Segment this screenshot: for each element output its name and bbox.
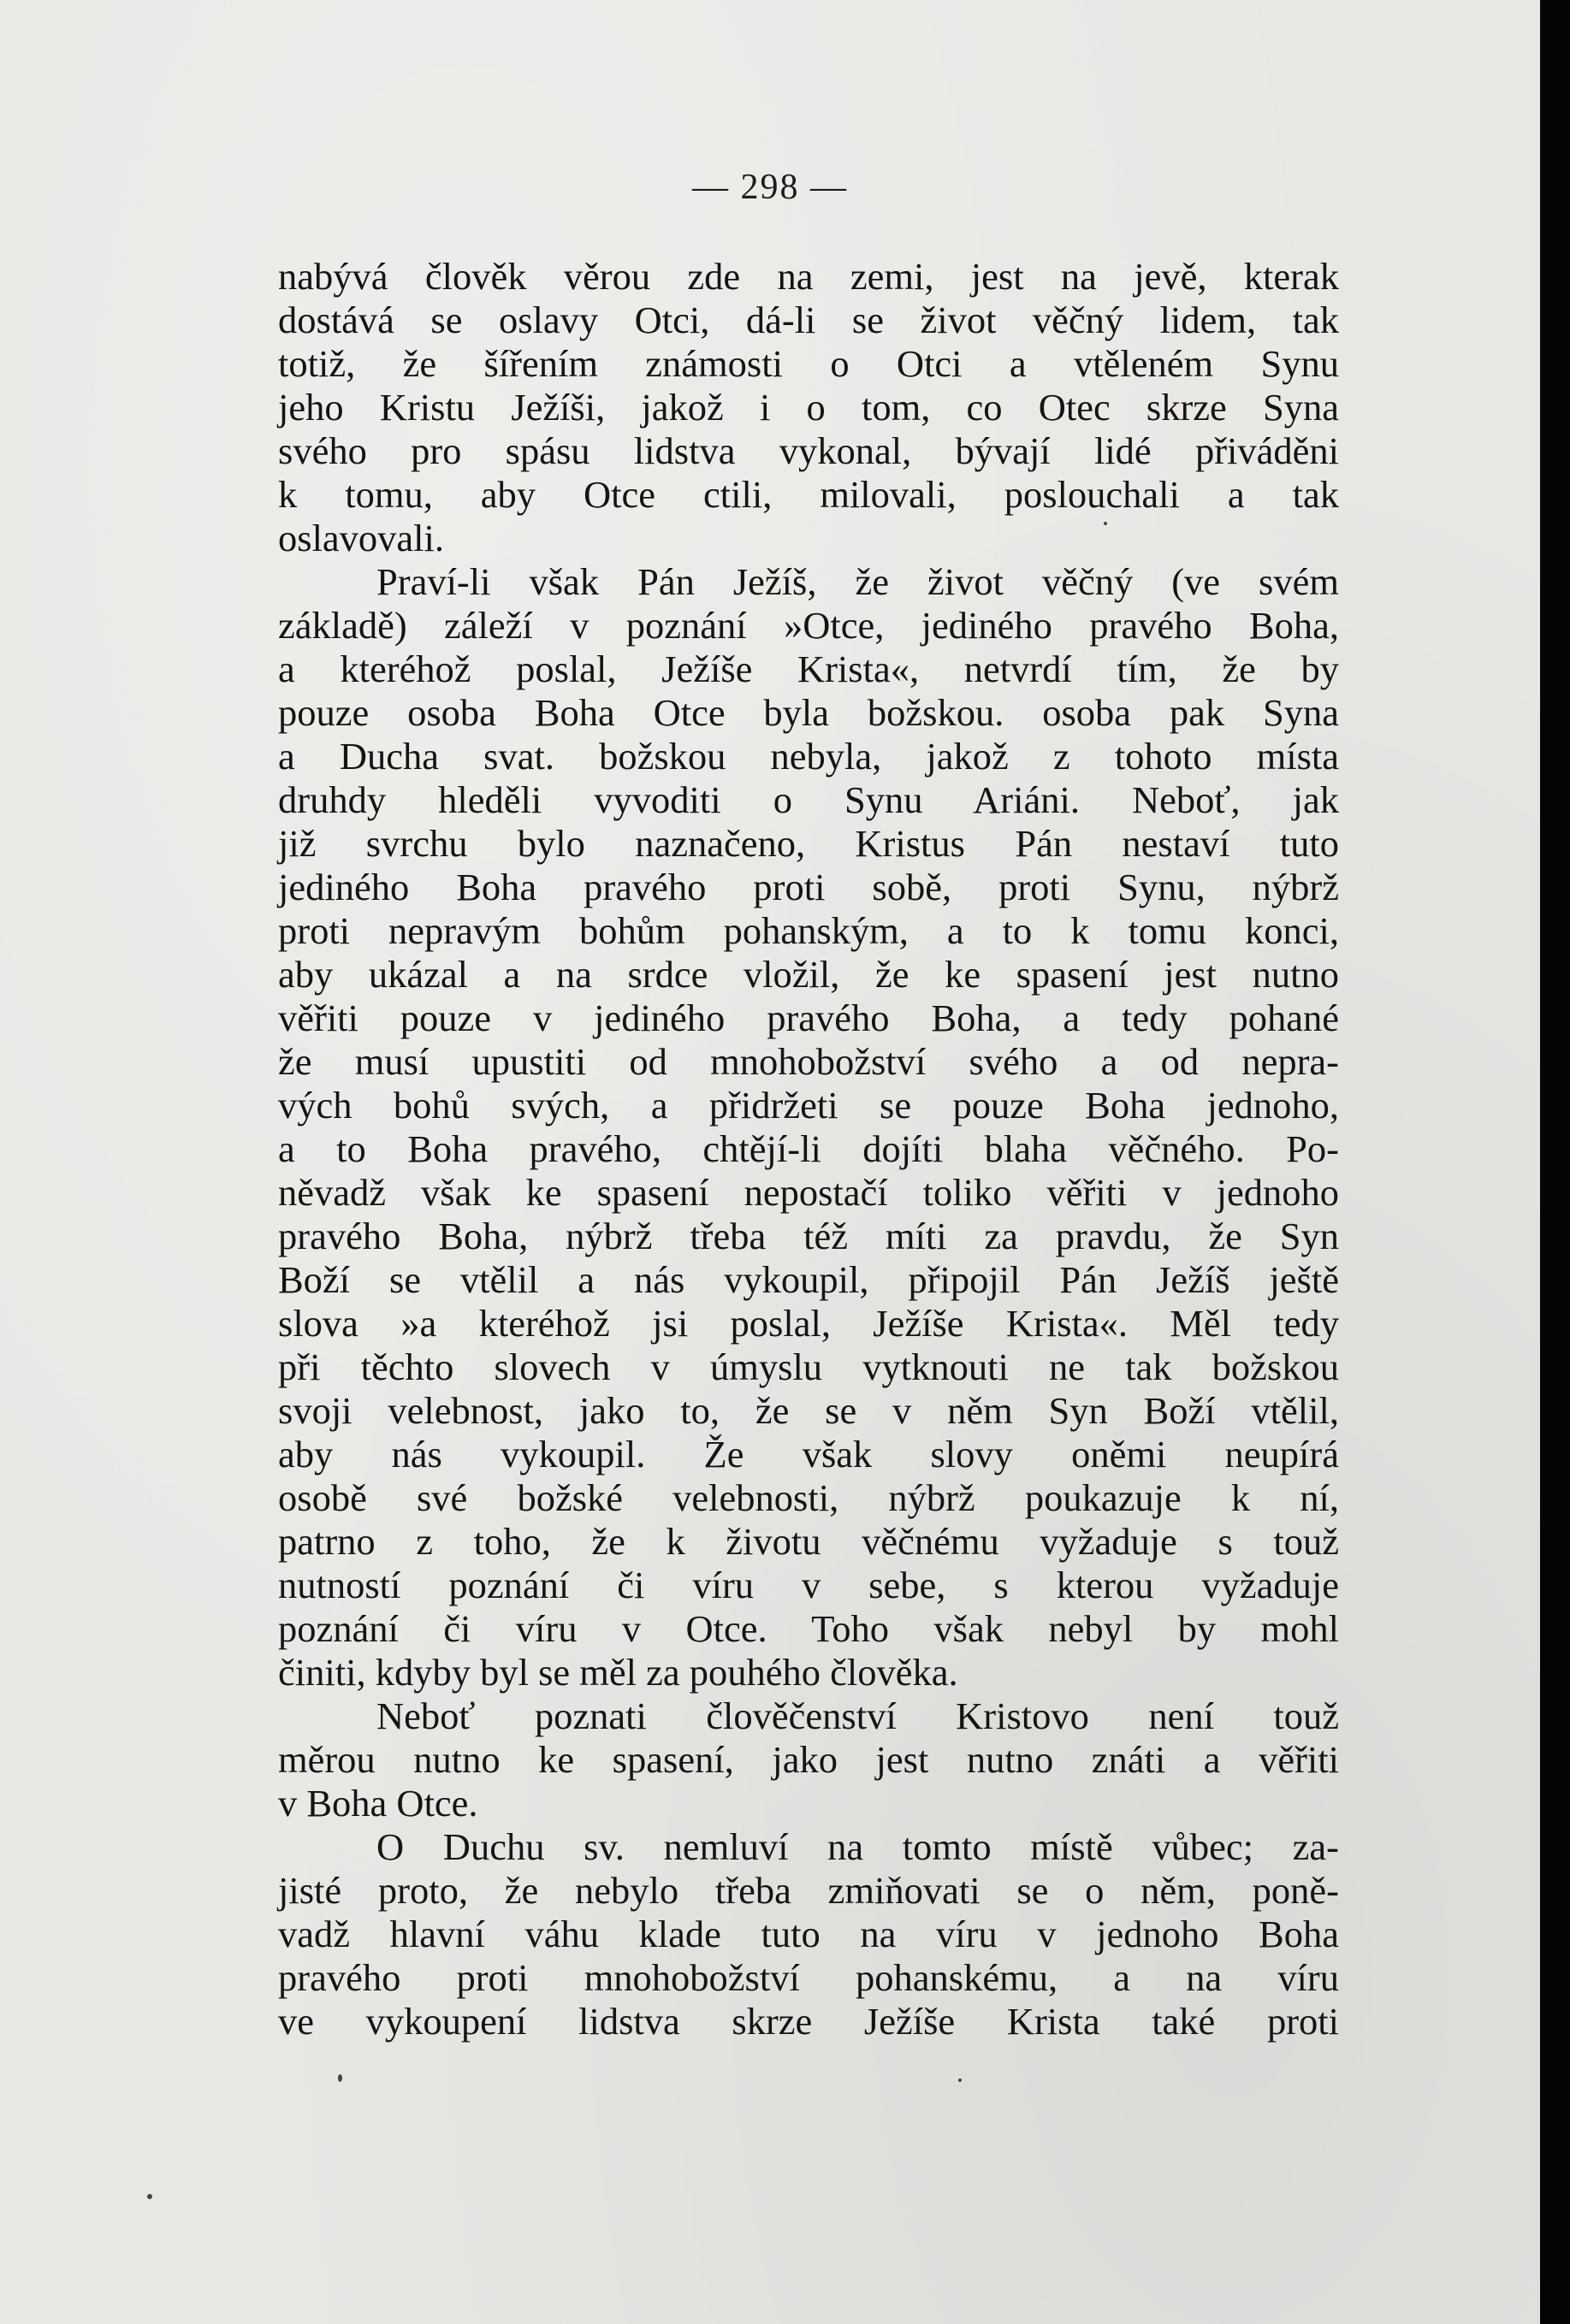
text-line: jediného Boha pravého proti sobě, proti Synu, nýbrž xyxy=(278,866,1339,908)
scan-speck xyxy=(958,2079,962,2082)
text-line: svého pro spásu lidstva vykonal, bývají lidé přiváděni xyxy=(278,429,1339,472)
text-line: O Duchu sv. nemluví na tomto místě vůbec; za- xyxy=(376,1825,1339,1868)
page-number: — 298 — xyxy=(692,168,848,207)
scan-speck xyxy=(147,2194,152,2199)
text-line: v Boha Otce. xyxy=(278,1782,478,1824)
text-line: pravého proti mnohobožství pohanskému, a na víru xyxy=(278,1956,1339,1999)
text-line: že musí upustiti od mnohobožství svého a od nepra- xyxy=(278,1040,1339,1083)
body-text xyxy=(278,255,1339,2043)
text-line: pouze osoba Boha Otce byla božskou. osoba pak Syna xyxy=(278,691,1339,734)
text-line: jeho Kristu Ježíši, jakož i o tom, co Otec skrze Syna xyxy=(278,386,1339,429)
paragraph-4 xyxy=(278,1825,1339,2043)
text-line: a kteréhož poslal, Ježíše Krista«, netvrdí tím, že by xyxy=(278,648,1339,690)
text-line: základě) záleží v poznání »Otce, jediného pravého Boha, xyxy=(278,604,1339,647)
text-line: poznání či víru v Otce. Toho však nebyl by mohl xyxy=(278,1607,1339,1650)
text-line: věřiti pouze v jediného pravého Boha, a tedy pohané xyxy=(278,996,1339,1039)
text-line: k tomu, aby Otce ctili, milovali, poslouchali a tak xyxy=(278,473,1339,516)
text-line: již svrchu bylo naznačeno, Kristus Pán nestaví tuto xyxy=(278,822,1339,865)
text-line: osobě své božské velebnosti, nýbrž poukazuje k ní, xyxy=(278,1476,1339,1519)
paragraph-3 xyxy=(278,1694,1339,1825)
text-line: a Ducha svat. božskou nebyla, jakož z tohoto místa xyxy=(278,735,1339,778)
text-line: proti nepravým bohům pohanským, a to k tomu konci, xyxy=(278,909,1339,952)
text-line: patrno z toho, že k životu věčnému vyžaduje s touž xyxy=(278,1520,1339,1563)
text-line: měrou nutno ke spasení, jako jest nutno znáti a věřiti xyxy=(278,1738,1339,1781)
text-line: pravého Boha, nýbrž třeba též míti za pravdu, že Syn xyxy=(278,1215,1339,1257)
text-line: a to Boha pravého, chtějí-li dojíti blaha věčného. Po- xyxy=(278,1127,1339,1170)
text-line: Boží se vtělil a nás vykoupil, připojil Pán Ježíš ještě xyxy=(278,1258,1339,1301)
text-line: vých bohů svých, a přidržeti se pouze Boha jednoho, xyxy=(278,1084,1339,1127)
text-line: vadž hlavní váhu klade tuto na víru v jednoho Boha xyxy=(278,1913,1339,1955)
text-line: jisté proto, že nebylo třeba zmiňovati se o něm, poně- xyxy=(278,1869,1339,1912)
text-line: při těchto slovech v úmyslu vytknouti ne tak božskou xyxy=(278,1345,1339,1388)
paragraph-1 xyxy=(278,255,1339,560)
text-line: Neboť poznati člověčenství Kristovo není touž xyxy=(376,1694,1339,1737)
scan-speck xyxy=(338,2074,342,2082)
text-line: dostává se oslavy Otci, dá-li se život věčný lidem, tak xyxy=(278,299,1339,341)
text-line: Praví-li však Pán Ježíš, že život věčný (ve svém xyxy=(376,560,1339,603)
text-line: svoji velebnost, jako to, že se v něm Syn Boží vtělil, xyxy=(278,1389,1339,1432)
text-line: oslavovali. xyxy=(278,517,445,559)
text-line: ve vykoupení lidstva skrze Ježíše Krista také proti xyxy=(278,2000,1339,2043)
text-line: něvadž však ke spasení nepostačí toliko věřiti v jednoho xyxy=(278,1171,1339,1214)
scan-speck xyxy=(1104,522,1107,525)
paragraph-2 xyxy=(278,560,1339,1694)
text-line: druhdy hleděli vyvoditi o Synu Ariáni. Neboť, jak xyxy=(278,778,1339,821)
text-line: nutností poznání či víru v sebe, s kterou vyžaduje xyxy=(278,1564,1339,1606)
text-line: činiti, kdyby byl se měl za pouhého člověka. xyxy=(278,1651,958,1694)
text-line: slova »a kteréhož jsi poslal, Ježíše Krista«. Měl tedy xyxy=(278,1302,1339,1345)
scan-border xyxy=(1540,0,1570,2324)
text-line: aby nás vykoupil. Že však slovy oněmi neupírá xyxy=(278,1433,1339,1475)
text-line: aby ukázal a na srdce vložil, že ke spasení jest nutno xyxy=(278,953,1339,996)
text-line: totiž, že šířením známosti o Otci a vtěleném Synu xyxy=(278,342,1339,385)
text-line: nabývá člověk věrou zde na zemi, jest na jevě, kterak xyxy=(278,255,1339,298)
